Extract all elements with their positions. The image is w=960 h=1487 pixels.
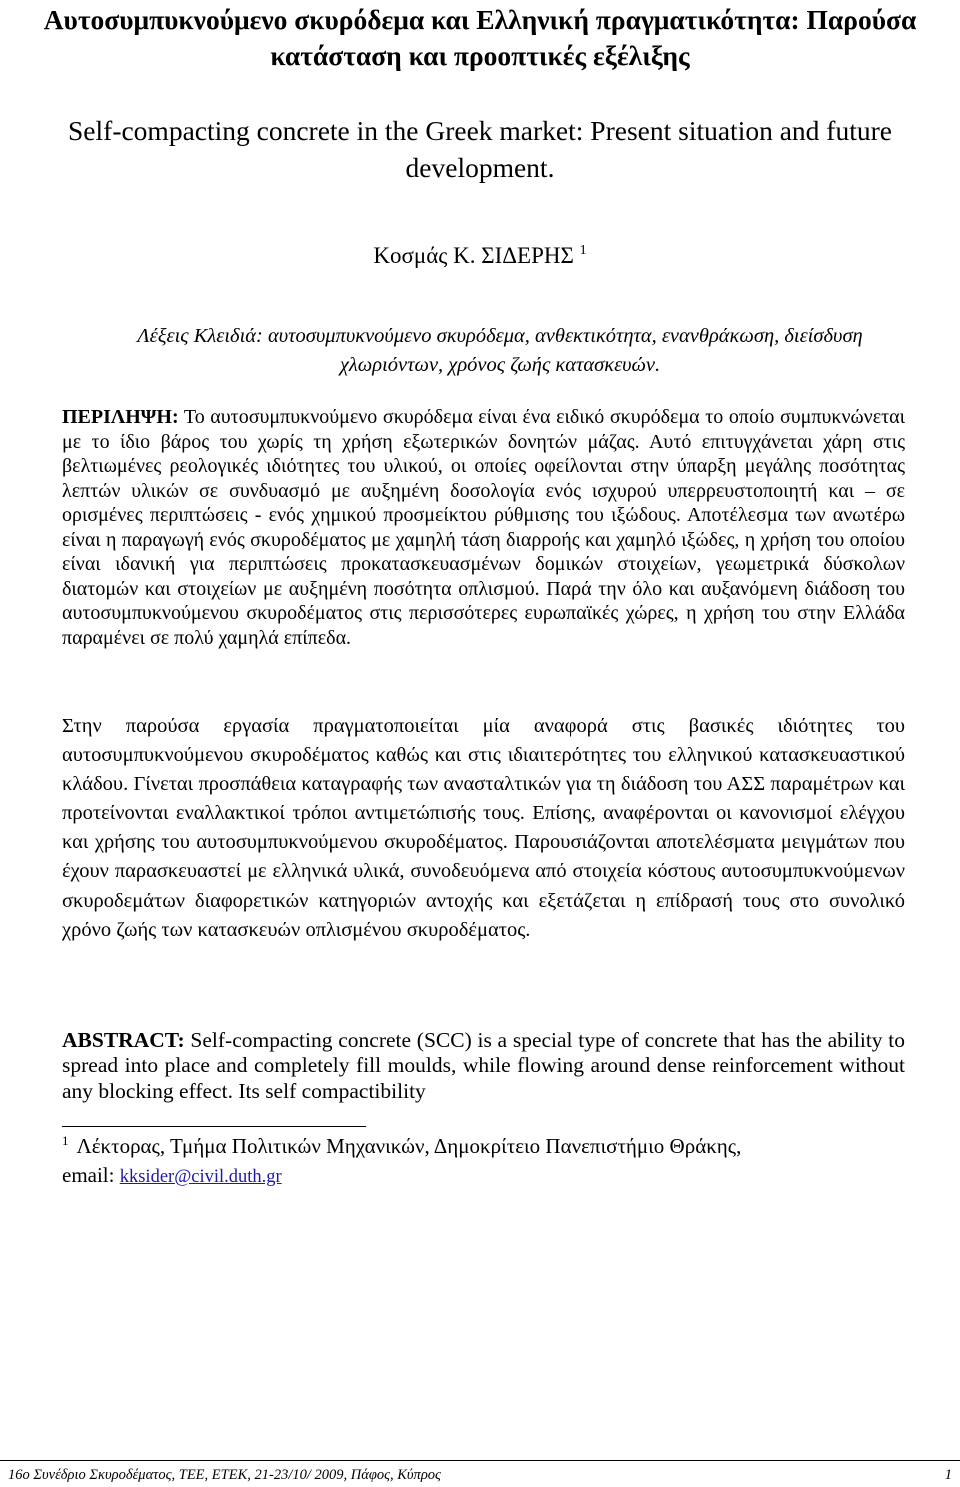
title-greek: Αυτοσυμπυκνούμενο σκυρόδεμα και Ελληνική πραγματικότητα: Παρούσα κατάσταση και προοπτικές εξέλιξης (43, 4, 917, 71)
author-line (0, 242, 960, 270)
footnote-affiliation: Λέκτορας, Τμήμα Πολιτικών Μηχανικών, Δημοκρίτειο Πανεπιστήμιο Θράκης, (76, 1134, 742, 1158)
footnote-affiliation-line (62, 1132, 922, 1161)
abstract-paragraph (62, 1028, 905, 1104)
footnote-separator (62, 1126, 366, 1127)
abstract-label: ABSTRACT: (62, 1028, 185, 1052)
summary-paragraph-2 (62, 712, 905, 945)
summary-paragraph-1 (62, 405, 905, 650)
footer-rule (0, 1460, 960, 1461)
footer-conference: 16ο Συνέδριο Σκυροδέματος, ΤΕΕ, ΕΤΕΚ, 21-23/10/ 2009, Πάφος, Κύπρος (8, 1467, 441, 1483)
summary-text-1: Το αυτοσυμπυκνούμενο σκυρόδεμα είναι ένα ειδικό σκυρόδεμα το οποίο συμπυκνώνεται με το ίδιο βάρος του χωρίς τη χρήση εξωτερικών δονητών μάζας. Αυτό επιτυγχάνεται χάρη στις βελτιωμένες ρεολογικές ιδιότητες του υλικού, οι οποίες οφείλονται στην ύπαρξη μεγάλης ποσότητας λεπτών υλικών σε συνδυασμό με αυξημένη δοσολογία ενός ισχυρού υπερρευστοποιητή και – σε ορισμένες περιπτώσεις - ενός χημικού προσμείκτου ρύθμισης του ιξώδους. Αποτέλεσμα των ανωτέρω είναι η παραγωγή ενός σκυροδέματος με χαμηλή τάση διαρροής και χαμηλό ιξώδες, η χρήση του οποίου είναι ιδανική για περιπτώσεις προκατασκευασμένων δομικών στοιχείων, γεωμετρικά δύσκολων διατομών και στοιχείων με αυξημένη ποσότητα οπλισμού. Παρά την όλο και αυξανόμενη διάδοση του αυτοσυμπυκνούμενου σκυροδέματος στις περισσότερες ευρωπαϊκές χώρες, η χρήση του στην Ελλάδα παραμένει σε πολύ χαμηλά επίπεδα. (62, 406, 905, 649)
author-name: Κοσμάς Κ. ΣΙΔΕΡΗΣ (373, 243, 574, 268)
footnote (62, 1132, 922, 1192)
footnote-mark: 1 (62, 1133, 69, 1148)
summary-text-2: Στην παρούσα εργασία πραγματοποιείται μία αναφορά στις βασικές ιδιότητες του αυτοσυμπυκνούμενου σκυροδέματος καθώς και στις ιδιαιτερότητες του ελληνικού κατασκευαστικού κλάδου. Γίνεται προσπάθεια καταγραφής των ανασταλτικών για τη διάδοση του ΑΣΣ παραμέτρων και προτείνονται εναλλακτικοί τρόποι αντιμετώπισής τους. Επίσης, αναφέρονται οι κανονισμοί ελέγχου και χρήσης του αυτοσυμπυκνούμενου σκυροδέματος. Παρουσιάζονται αποτελέσματα μειγμάτων που έχουν παρασκευαστεί με ελληνικά υλικά, συνοδευόμενα από στοιχεία κόστους αυτοσυμπυκνούμενων σκυροδεμάτων διαφορετικών κατηγοριών αντοχής και εξετάζεται η επίδρασή τους στο συνολικό χρόνο ζωής των κατασκευών οπλισμένου σκυροδέματος. (62, 715, 905, 941)
keywords: Λέξεις Κλειδιά: αυτοσυμπυκνούμενο σκυρόδεμα, ανθεκτικότητα, ενανθράκωση, διείσδυση χλωριόντων, χρόνος ζωής κατασκευών. (137, 325, 863, 376)
author-footnote-mark: 1 (579, 243, 587, 258)
footer-page-number: 1 (944, 1467, 952, 1483)
email-link[interactable]: kksider@civil.duth.gr (119, 1167, 282, 1187)
title-english: Self-compacting concrete in the Greek market: Present situation and future development. (68, 115, 892, 183)
summary-label: ΠΕΡΙΛΗΨΗ: (62, 406, 179, 428)
footnote-email-label: email: (62, 1163, 115, 1187)
footnote-email-line (62, 1161, 922, 1192)
abstract-text: Self-compacting concrete (SCC) is a special type of concrete that has the ability to spread into place and completely fill moulds, while flowing around dense reinforcement without any blocking effect. Its self compactibility (62, 1028, 906, 1103)
